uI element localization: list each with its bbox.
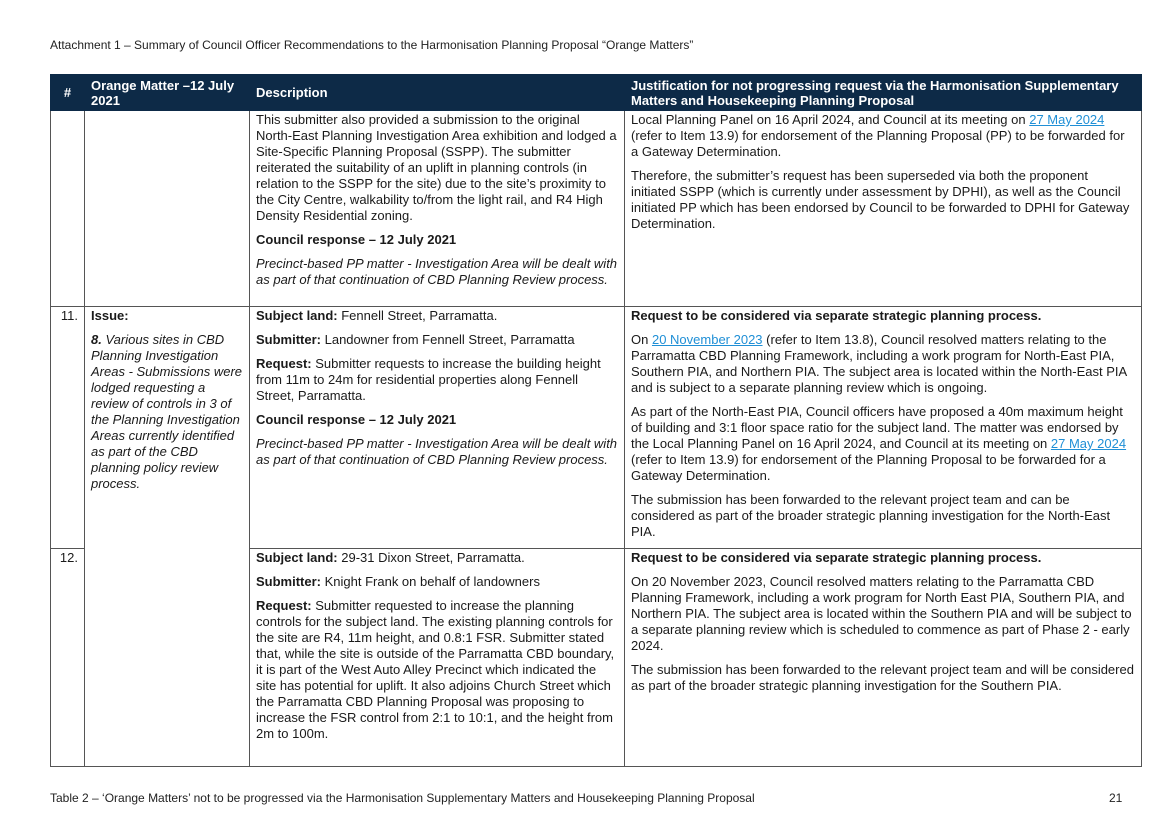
column-header-description: Description [250, 75, 625, 111]
row-number-cell [51, 111, 85, 307]
description-cell [250, 111, 625, 307]
subject-land-value: 29-31 Dixon Street, Parramatta. [337, 550, 525, 565]
subject-land-value: Fennell Street, Parramatta. [337, 308, 498, 323]
justification-paragraph: On 20 November 2023, Council resolved matters relating to the Parramatta CBD Planning Framework, including a work program for North East PIA, Southern PIA, and Northern PIA. The subject area is located within the Southern PIA and will be subject to a separate planning review which is scheduled to commence as part of Phase 2 - early 2024. [631, 574, 1132, 653]
justification-text: On [631, 332, 652, 347]
meeting-link[interactable]: 27 May 2024 [1050, 436, 1127, 451]
column-header-justification: Justification for not progressing request via the Harmonisation Supplementary Matters and Housekeeping Planning Proposal [625, 75, 1142, 111]
submitter-label: Submitter: [256, 332, 321, 347]
meeting-link[interactable]: 27 May 2024 [1029, 112, 1105, 127]
row-number: 11. [51, 307, 85, 549]
issue-label: Issue: [91, 308, 129, 323]
justification-heading: Request to be considered via separate strategic planning process. [631, 550, 1042, 565]
submitter [256, 574, 618, 590]
description-text: This submitter also provided a submission to the original North-East Planning Investigation Area exhibition and lodged a Site-Specific Planning Proposal (SSPP). The submitter reiterated the suitability of an uplift in planning controls (in relation to the SSPP for the site) due to the site’s proximity to the City Centre, walkability to/from the light rail, and R4 High Density Residential zoning. [256, 112, 617, 223]
description-cell [250, 549, 625, 767]
justification-paragraph [631, 112, 1135, 160]
table-caption: Table 2 – ‘Orange Matters’ not to be progressed via the Harmonisation Supplementary Matters and Housekeeping Planning Proposal [50, 791, 755, 805]
orange-matter-cell [85, 111, 250, 307]
submitter-value: Knight Frank on behalf of landowners [321, 574, 540, 589]
justification-text: (refer to Item 13.8), Council resolved matters relating to the Parramatta CBD Planning Framework, including a work program for North-East PIA, Southern PIA, and Northern PIA. The subject area is located within the North-East PIA and is subject to a separate planning review which is ongoing. [631, 332, 1127, 395]
subject-land-label: Subject land: [256, 550, 338, 565]
subject-land [256, 550, 618, 566]
justification-paragraph [631, 332, 1135, 396]
council-response-text: Precinct-based PP matter - Investigation Area will be dealt with as part of that continuation of CBD Planning Review process. [256, 436, 618, 467]
page-header: Attachment 1 – Summary of Council Officer Recommendations to the Harmonisation Planning Proposal “Orange Matters” [50, 38, 694, 52]
justification-paragraph: The submission has been forwarded to the relevant project team and will be considered as part of the broader strategic planning investigation for the Southern PIA. [631, 662, 1134, 693]
issue-description [91, 332, 243, 492]
summary-table [50, 74, 1142, 767]
submitter-label: Submitter: [256, 574, 321, 589]
justification-cell [625, 549, 1142, 767]
justification-cell [625, 307, 1142, 549]
council-response-label: Council response – 12 July 2021 [256, 412, 457, 427]
subject-land [256, 308, 618, 324]
table-row-continued [51, 111, 1142, 307]
justification-paragraph: The submission has been forwarded to the relevant project team and can be considered as part of the broader strategic planning investigation for the North-East PIA. [631, 492, 1111, 539]
justification-text: (refer to Item 13.9) for endorsement of the Planning Proposal (PP) to be forwarded for a Gateway Determination. [631, 128, 1125, 159]
row-number: 12. [51, 549, 85, 767]
issue-text: Various sites in CBD Planning Investigation Areas - Submissions were lodged requesting a review of controls in 3 of the Planning Investigation Areas currently identified as part of the CBD planning policy review process. [91, 332, 242, 491]
justification-paragraph [631, 404, 1135, 484]
request [256, 356, 618, 404]
issue-number: 8. [91, 332, 102, 347]
orange-matter-cell [85, 307, 250, 549]
submitter-value: Landowner from Fennell Street, Parramatta [321, 332, 575, 347]
page-number: 21 [1109, 791, 1123, 805]
description-cell [250, 307, 625, 549]
column-header-orange-matter: Orange Matter –12 July 2021 [85, 75, 250, 111]
council-response-text: Precinct-based PP matter - Investigation Area will be dealt with as part of that continuation of CBD Planning Review process. [256, 256, 618, 287]
council-response-label: Council response – 12 July 2021 [256, 232, 457, 247]
justification-text: As part of the North-East PIA, Council officers have proposed a 40m maximum height of building and 3:1 floor space ratio for the subject land. The matter was endorsed by the Local Planning Panel on 16 April 2024, and Council at its meeting on [631, 404, 1123, 451]
request-value: Submitter requests to increase the building height from 11m to 24m for residential properties along Fennell Street, Parramatta. [256, 356, 601, 403]
table-row-11 [51, 307, 1142, 549]
subject-land-label: Subject land: [256, 308, 338, 323]
table-header-row [51, 75, 1142, 111]
justification-cell [625, 111, 1142, 307]
request [256, 598, 618, 742]
request-label: Request: [256, 356, 312, 371]
justification-heading: Request to be considered via separate strategic planning process. [631, 308, 1042, 323]
orange-matter-cell [85, 549, 250, 767]
table-row-12 [51, 549, 1142, 767]
justification-text: Local Planning Panel on 16 April 2024, and Council at its meeting on [631, 112, 1030, 127]
meeting-link[interactable]: 20 November 2023 [651, 332, 763, 347]
justification-paragraph: Therefore, the submitter’s request has been superseded via both the proponent initiated SSPP (which is currently under assessment by DPHI), as well as the Council initiated PP which has been endorsed by Council to be forwarded to DPHI for Gateway Determination. [631, 168, 1130, 231]
justification-text: (refer to Item 13.9) for endorsement of the Planning Proposal to be forwarded for a Gateway Determination. [631, 452, 1106, 483]
request-label: Request: [256, 598, 312, 613]
request-value: Submitter requested to increase the planning controls for the subject land. The existing planning controls for the site are R4, 11m height, and 0.8:1 FSR. Submitter stated that, while the site is outside of the Parramatta CBD boundary, it is part of the West Auto Alley Precinct which indicated the site has potential for uplift. It also adjoins Church Street which the Parramatta CBD Planning Proposal was proposing to increase the FSR control from 2:1 to 10:1, and the height from 2m to 100m. [256, 598, 615, 741]
column-header-number: # [51, 75, 85, 111]
submitter [256, 332, 618, 348]
